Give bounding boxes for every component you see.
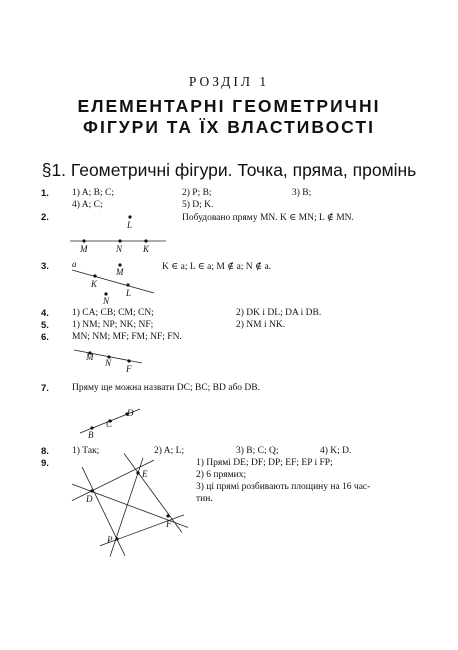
label-m: M [80,244,88,254]
exercise-number-8: 8. [41,446,49,457]
label-c: C [106,419,113,429]
exercise-number-6: 6. [41,332,49,343]
exercise-1-answer-1: 1) A; B; C; [72,188,114,198]
exercise-number-9: 9. [41,458,49,469]
exercise-number-7: 7. [41,383,49,394]
exercise-4-answer-2: 2) DK і DL; DA і DB. [236,308,322,318]
exercise-3-text: K ∈ a; L ∈ a; M ∉ a; N ∉ a. [162,262,272,272]
label-f: F [166,519,172,529]
exercise-1-answer-4: 4) A; C; [72,200,103,210]
chapter-title-line1: ЕЛЕМЕНТАРНІ ГЕОМЕТРИЧНІ [77,96,381,116]
label-l: L [127,220,133,230]
exercise-8-answer-4: 4) K; D. [320,446,352,456]
exercise-9-line-2: 2) 6 прямих; [196,470,247,480]
label-n: N [116,244,123,254]
exercise-5-answer-1: 1) NM; NP; NK; NF; [72,320,154,330]
line-ef [124,454,182,533]
exercise-5-answer-2: 2) NM і NK. [236,320,286,330]
label-d: D [127,408,134,418]
point-e [136,471,139,474]
label-n: N [103,296,110,306]
label-m: M [86,352,94,362]
label-l: L [126,288,132,298]
chapter-label: РОЗДІЛ 1 [188,74,270,89]
exercise-8-answer-1: 1) Так; [72,446,100,456]
label-a: a [72,259,77,269]
exercise-4-answer-1: 1) CA; CB; CM; CN; [72,308,154,318]
line-de [72,460,154,501]
label-d: D [86,494,93,504]
exercise-number-1: 1. [41,188,49,199]
point-d [90,489,93,492]
exercise-2-text: Побудовано пряму MN. K ∈ MN; L ∉ MN. [182,213,354,223]
exercise-9-line-3: 3) ці прямі розбивають площину на 16 час- [196,482,371,492]
exercise-9-line-4: тин. [196,494,213,504]
label-b: B [88,430,94,440]
point-f [166,514,169,517]
exercise-7-text: Пряму ще можна назвати DC; BC; BD або DB. [72,383,261,393]
exercise-8-answer-3: 3) B; C; Q; [236,446,279,456]
section-title: §1. Геометричні фігури. Точка, пряма, промінь [41,160,417,180]
exercise-9-line-1: 1) Прямі DE; DF; DP; EF; EP і FP; [196,458,333,468]
exercise-6-text: MN; NM; MF; FM; NF; FN. [72,332,182,342]
exercise-1-answer-3: 3) B; [292,188,312,198]
label-n: N [105,358,112,368]
label-f: F [126,364,132,374]
exercise-1-answer-5: 5) D; K. [182,200,214,210]
label-k: K [91,279,98,289]
exercise-number-2: 2. [41,212,49,223]
label-e: E [142,469,148,479]
point-p [115,537,118,540]
chapter-title-line2: ФІГУРИ ТА ЇХ ВЛАСТИВОСТІ [83,117,375,137]
label-k: K [143,244,150,254]
exercise-number-4: 4. [41,308,49,319]
label-p: P [107,535,113,545]
exercise-1-answer-2: 2) P; B; [182,188,212,198]
exercise-8-answer-2: 2) A; L; [154,446,185,456]
exercise-number-3: 3. [41,261,49,272]
label-m: M [116,267,124,277]
line-dp [82,467,125,556]
exercise-number-5: 5. [41,320,49,331]
